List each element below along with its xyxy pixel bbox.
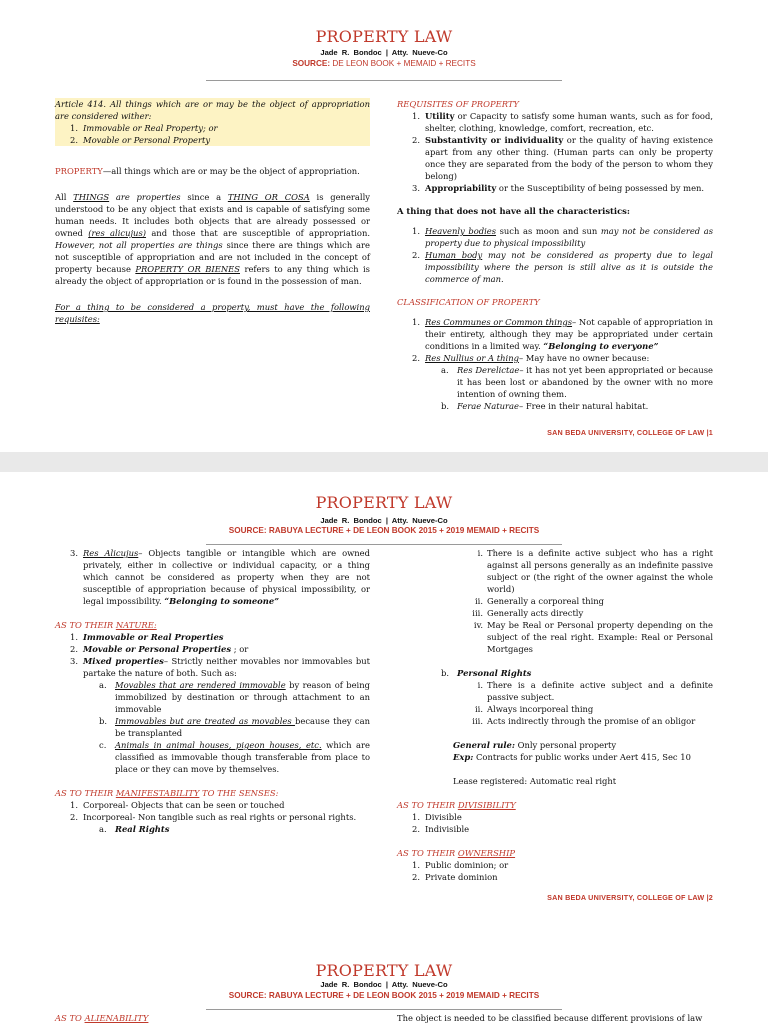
list-item: b. Ferae Naturae– Free in their natural habitat. <box>441 401 649 411</box>
list-item: 1. Res Communes or Common things– Not capable of appropriation in their entirety, although they may be appropriated under certain conditions in a limited way. “Belonging to everyone” <box>412 317 713 351</box>
list-item: 2. Human body may not be considered as property due to legal impossibility where the person is still alive as it is outside the commerce of man. <box>412 250 713 284</box>
list-item: ii. Generally a corporeal thing <box>474 596 605 606</box>
page-title: PROPERTY LAW <box>315 961 453 980</box>
list-item: ii. Always incorporeal thing <box>474 704 594 714</box>
list-item: 3. Mixed properties– Strictly neither movables nor immovables but partake the nature of both. Such as: <box>70 656 371 678</box>
object-text: The object is needed to be classified because different provisions of law <box>397 1013 703 1023</box>
nature-heading: AS TO THEIR NATURE: <box>55 620 157 630</box>
authors-line: Jade R. Bondoc | Atty. Nueve-Co <box>320 516 448 525</box>
requisites-list <box>397 110 713 194</box>
list-item: b. Personal Rights <box>441 668 532 678</box>
list-item: iv. May be Real or Personal property depending on the subject of the real right. Example: Real or Personal Mortgages <box>473 620 713 654</box>
source-line <box>0 991 768 1000</box>
list-item: i. There is a definite active subject and a definite passive subject. <box>477 680 713 702</box>
manifestability-heading: AS TO THEIR MANIFESTABILITY TO THE SENSES: <box>55 788 279 798</box>
alienability-heading: AS TO ALIENABILITY <box>55 1013 149 1023</box>
authors-line: Jade R. Bondoc | Atty. Nueve-Co <box>320 980 448 989</box>
header-divider <box>206 544 562 545</box>
list-item: i. There is a definite active subject who has a right against all persons generally as an indefinite passive subject or (the right of the owner against the whole world) <box>477 548 713 594</box>
list-item: 3. Res Alicujus– Objects tangible or intangible which are owned privately, either in collective or individual capacity, or a thing which cannot be considered as property when they are not susceptible of appropriation because of physical impossibility, or legal impossibility. “Belonging to someone” <box>70 548 370 606</box>
list-item: iii. Generally acts directly <box>472 608 584 618</box>
classification-heading: CLASSIFICATION OF PROPERTY <box>397 297 540 307</box>
divisibility-list <box>397 811 713 835</box>
list-item: 1. Immovable or Real Properties <box>70 632 224 642</box>
header-divider <box>206 1009 562 1010</box>
source-line <box>0 526 768 535</box>
exception: Exp: Contracts for public works under Aert 415, Sec 10 <box>453 752 691 762</box>
list-item: 2. Indivisible <box>412 824 470 834</box>
manifestability-list <box>55 799 370 835</box>
list-item: 1. Public dominion; or <box>412 860 509 870</box>
list-item: 2. Private dominion <box>412 872 498 882</box>
source-value: DE LEON BOOK + MEMAID + RECITS <box>332 59 476 68</box>
classification-list <box>397 316 713 412</box>
right-column <box>397 98 713 412</box>
requisites-intro: For a thing to be considered a property, must have the following requisites: <box>55 302 370 324</box>
not-all-heading: A thing that does not have all the characteristics: <box>397 206 630 216</box>
article-414-list <box>55 122 370 146</box>
right-column <box>397 547 713 883</box>
authors-line: Jade R. Bondoc | Atty. Nueve-Co <box>320 48 448 57</box>
property-term: PROPERTY <box>55 166 103 176</box>
source-label: SOURCE: <box>228 991 267 1000</box>
divisibility-heading: AS TO THEIR DIVISIBILITY <box>397 800 516 810</box>
header-divider <box>206 80 562 81</box>
personal-rights-list <box>397 667 713 727</box>
left-column <box>55 98 370 325</box>
list-item: 2. Movable or Personal Properties ; or <box>70 644 249 654</box>
page-2 <box>0 472 768 942</box>
list-item-text: Immovable or Real Property; or <box>83 123 218 133</box>
all-things-paragraph: All THINGS are properties since a THING OR COSA is generally understood to be any object that exists and is capable of satisfying some human needs. It includes both objects that are already possessed or owned (res alicujus) and those that are susceptible of appropriation. However, not all properties are things since there are things which are not susceptible of appropriation and are not included in the concept of property because PROPERTY OR BIENES refers to any thing which is already the object of appropriation or is found in the possession of man. <box>55 192 370 286</box>
list-item: 2. Movable or Personal Property <box>70 135 211 145</box>
real-rights-list <box>397 547 713 655</box>
list-item: 1. Corporeal- Objects that can be seen or touched <box>70 800 285 810</box>
list-item: 3. Appropriability or the Susceptibility of being possessed by men. <box>412 183 705 193</box>
list-item: a. Real Rights <box>99 824 170 834</box>
page-footer: SAN BEDA UNIVERSITY, COLLEGE OF LAW |2 <box>547 893 713 902</box>
page-1 <box>0 0 768 452</box>
not-all-list <box>397 225 713 285</box>
left-column <box>55 547 370 835</box>
list-item: 1. Utility or Capacity to satisfy some human wants, such as for food, shelter, clothing, knowledge, comfort, recreation, etc. <box>412 111 713 133</box>
list-item: a. Res Derelictae– it has not yet been appropriated or because it has been lost or abandoned by the owner with no more intention of owning them. <box>441 365 713 399</box>
ownership-heading: AS TO THEIR OWNERSHIP <box>397 848 516 858</box>
list-item: 2. Res Nullius or A thing– May have no owner because: <box>412 353 650 363</box>
requisites-heading: REQUISITES OF PROPERTY <box>397 99 519 109</box>
property-definition: PROPERTY—all things which are or may be the object of appropriation. <box>55 166 360 176</box>
list-item: iii. Acts indirectly through the promise of an obligor <box>472 716 696 726</box>
list-item: 1. Divisible <box>412 812 462 822</box>
list-item: c. Animals in animal houses, pigeon houses, etc. which are classified as immovable though transferable from place to place or they can move by themselves. <box>99 740 370 774</box>
list-item: a. Movables that are rendered immovable by reason of being immobilized by destination or through attachment to an immovable <box>99 680 370 714</box>
rules-block <box>397 739 713 787</box>
list-item: 2. Incorporeal- Non tangible such as real rights or personal rights. <box>70 812 357 822</box>
article-414: Article 414. All things which are or may be the object of appropriation are considered wither: <box>55 99 370 121</box>
alicujus-list <box>55 547 370 607</box>
ownership-list <box>397 859 713 883</box>
source-line <box>0 59 768 68</box>
list-item: b. Immovables but are treated as movables because they can be transplanted <box>99 716 371 738</box>
page-title: PROPERTY LAW <box>315 27 453 46</box>
lease-note: Lease registered: Automatic real right <box>453 776 617 786</box>
list-item: 1. Heavenly bodies such as moon and sun may not be considered as property due to physical impossibility <box>412 226 714 248</box>
list-item-text: Movable or Personal Property <box>83 135 211 145</box>
source-label: SOURCE: <box>228 526 267 535</box>
nature-list <box>55 631 370 775</box>
general-rule: General rule: Only personal property <box>453 740 617 750</box>
source-value: RABUYA LECTURE + DE LEON BOOK 2015 + 2019 MEMAID + RECITS <box>268 991 540 1000</box>
page-gap <box>0 452 768 472</box>
page-title: PROPERTY LAW <box>315 493 453 512</box>
source-value: RABUYA LECTURE + DE LEON BOOK 2015 + 2019 MEMAID + RECITS <box>268 526 540 535</box>
page-footer: SAN BEDA UNIVERSITY, COLLEGE OF LAW |1 <box>547 428 713 437</box>
list-item: 2. Substantivity or individuality or the quality of having existence apart from any other thing. (Human parts can only be property once they are separated from the body of the person to whom they belong) <box>412 135 713 181</box>
page-3 <box>0 944 768 1024</box>
source-label: SOURCE: <box>292 59 331 68</box>
list-item: 1. Immovable or Real Property; or <box>70 123 218 133</box>
